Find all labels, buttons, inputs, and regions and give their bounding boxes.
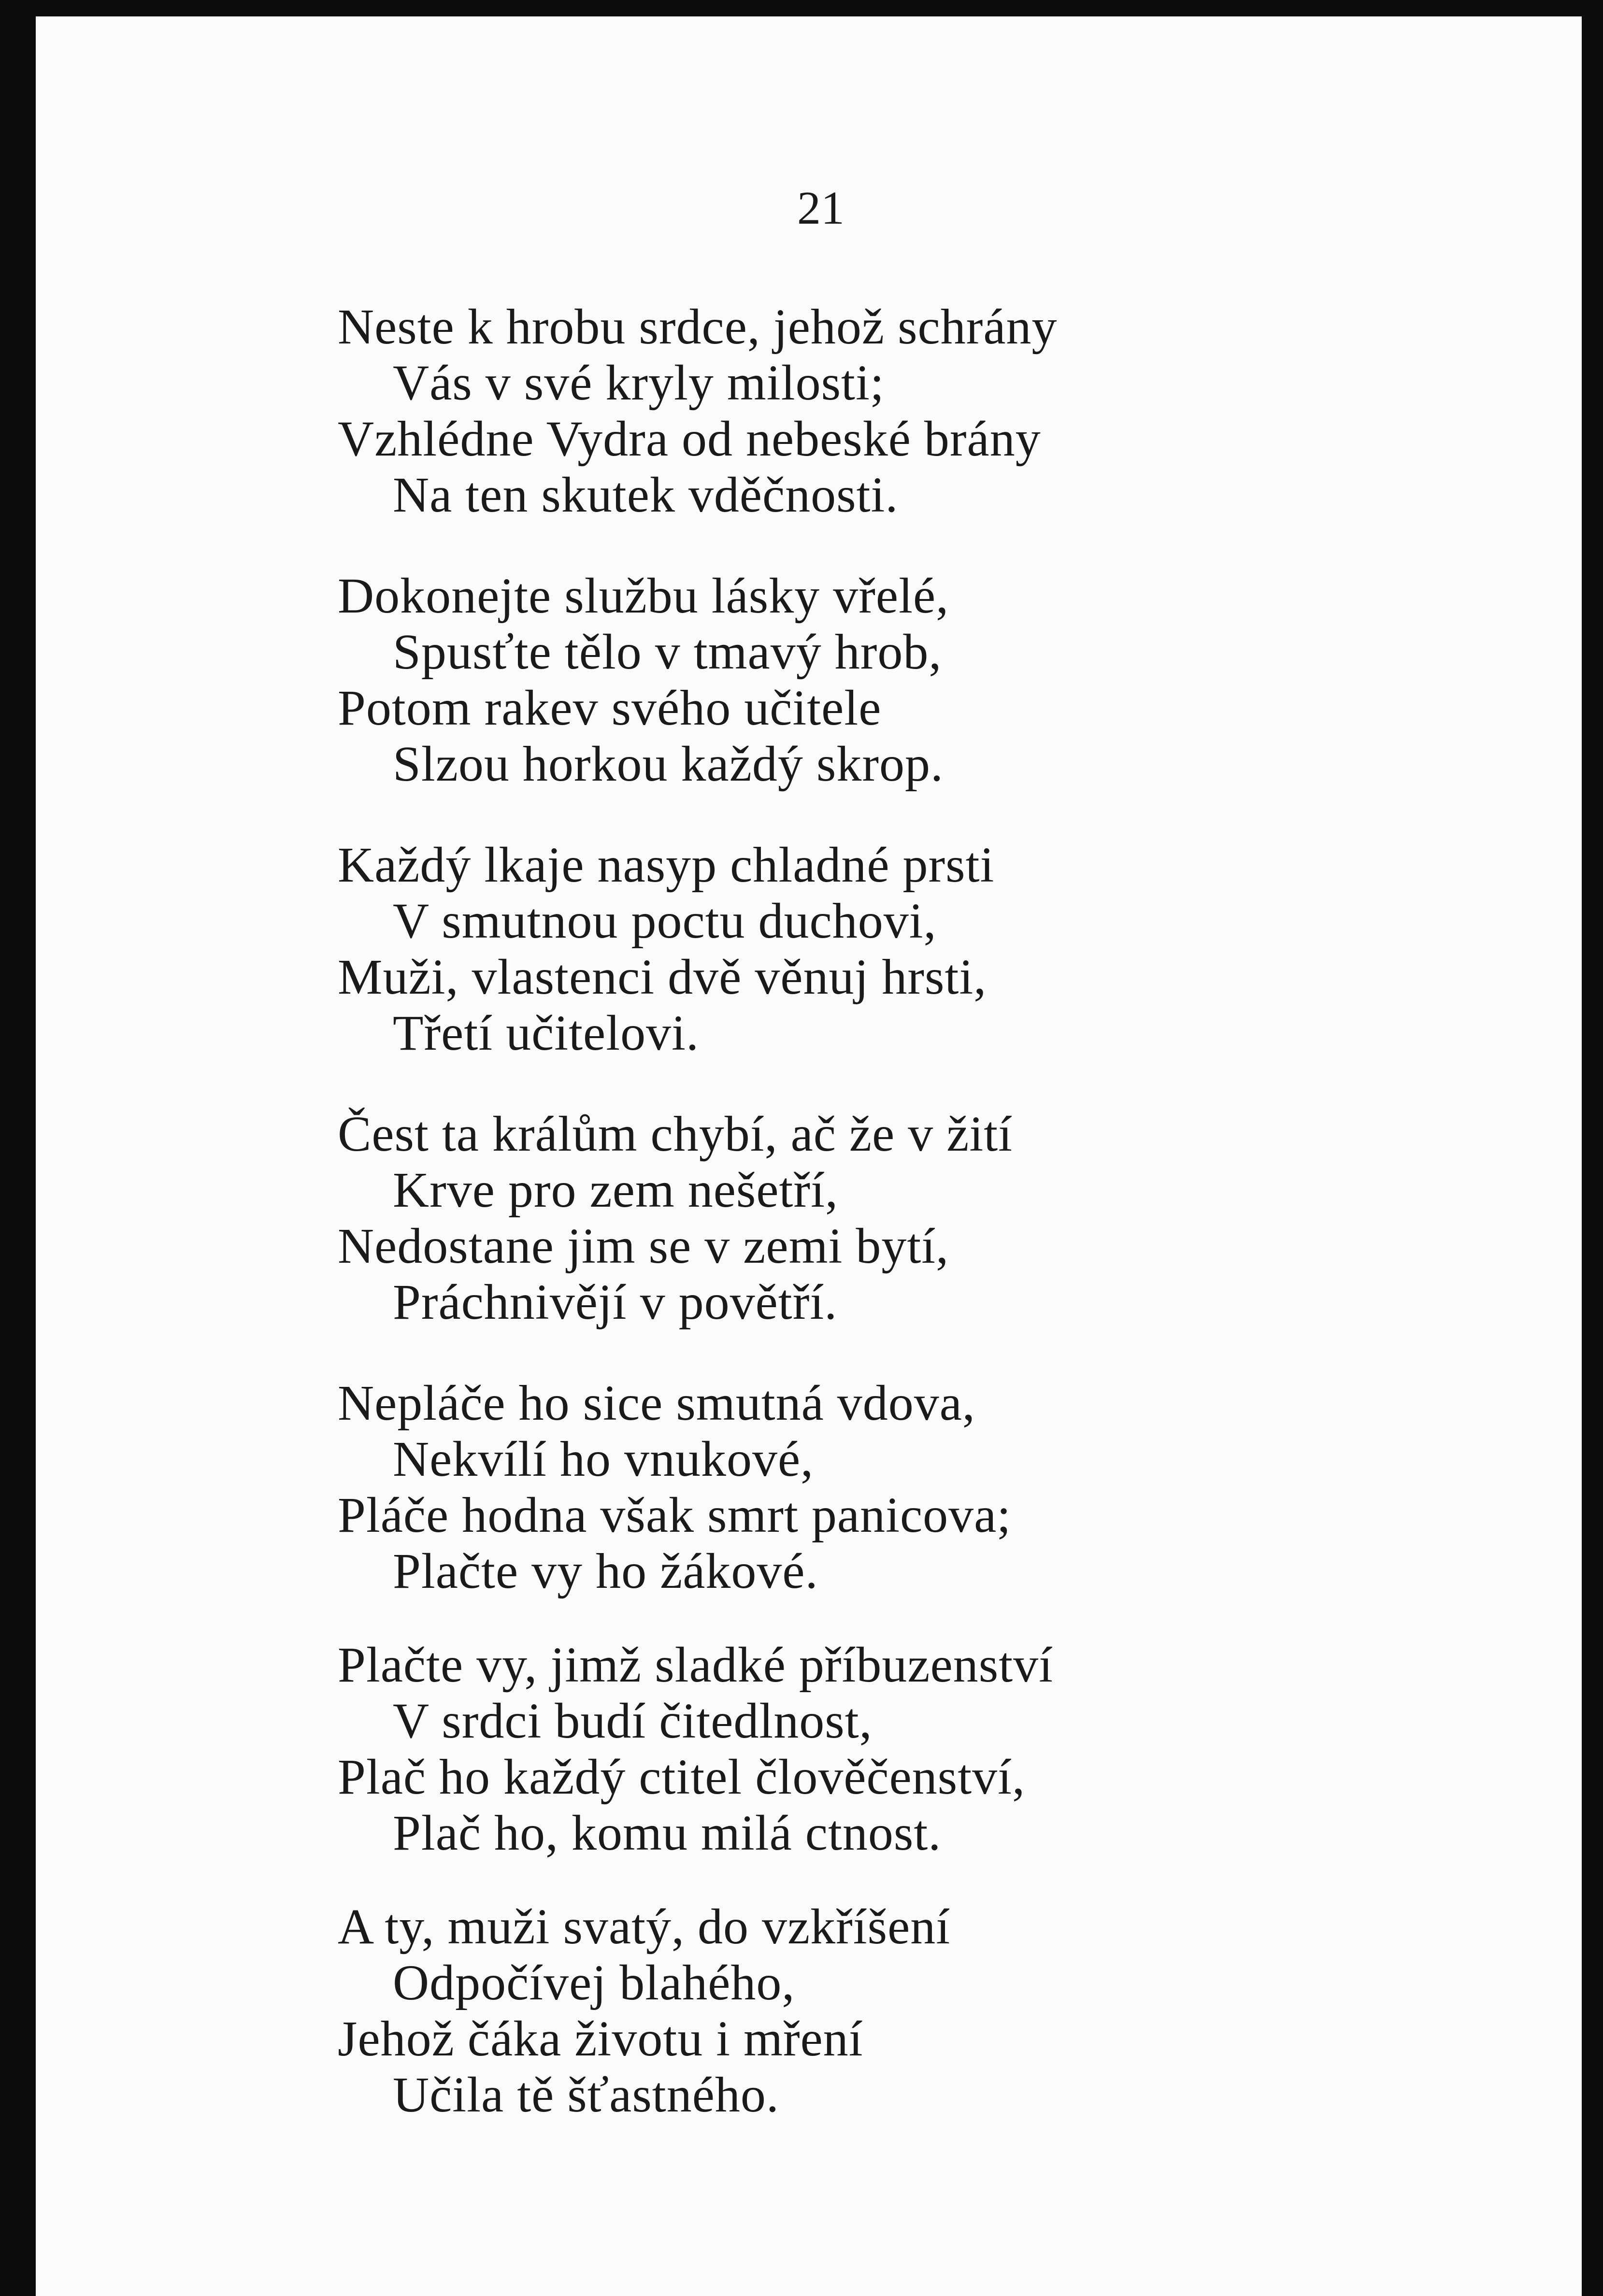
poem-line: Jehož čáka životu i mření — [338, 2011, 863, 2067]
poem-line: A ty, muži svatý, do vzkříšení — [338, 1899, 951, 1954]
poem-line: Plač ho každý ctitel člověčenství, — [338, 1749, 1026, 1805]
poem-line: Nepláče ho sice smutná vdova, — [338, 1375, 975, 1431]
stanza — [338, 837, 1058, 1061]
poem-line: Krve pro zem nešetří, — [393, 1162, 838, 1218]
poem-line: Práchnivějí v povětří. — [393, 1274, 838, 1330]
poem-line: Plačte vy ho žákové. — [393, 1543, 818, 1599]
stanza — [338, 568, 1058, 792]
stanza — [338, 1899, 1058, 2123]
poem-line: Nedostane jim se v zemi bytí, — [338, 1218, 949, 1274]
poem — [338, 299, 1058, 2168]
scan-border-right — [1582, 0, 1603, 2296]
poem-line: Spusťte tělo v tmavý hrob, — [393, 624, 942, 680]
scan-border-left — [0, 0, 36, 2296]
poem-line: Každý lkaje nasyp chladné prsti — [338, 837, 995, 893]
poem-line: Vás v své kryly milosti; — [393, 355, 885, 411]
poem-line: Čest ta králům chybí, ač že v žití — [338, 1106, 1013, 1162]
stanza — [338, 299, 1058, 523]
poem-line: Vzhlédne Vydra od nebeské brány — [338, 411, 1041, 467]
poem-line: Slzou horkou každý skrop. — [393, 736, 944, 792]
poem-line: Plačte vy, jimž sladké příbuzenství — [338, 1637, 1053, 1693]
book-page — [36, 16, 1582, 2296]
poem-line: Odpočívej blahého, — [393, 1955, 795, 2011]
poem-line: Plač ho, komu milá ctnost. — [393, 1805, 942, 1861]
stanza — [338, 1637, 1058, 1861]
poem-line: Potom rakev svého učitele — [338, 680, 882, 736]
poem-line: Na ten skutek vděčnosti. — [393, 467, 899, 523]
poem-line: Učila tě šťastného. — [393, 2067, 779, 2123]
scan-border-top — [29, 0, 1603, 16]
stanza — [338, 1106, 1058, 1330]
poem-line: Třetí učitelovi. — [393, 1005, 700, 1061]
poem-line: Neste k hrobu srdce, jehož schrány — [338, 299, 1058, 355]
poem-line: Nekvílí ho vnukové, — [393, 1431, 814, 1487]
poem-line: Muži, vlastenci dvě věnuj hrsti, — [338, 949, 987, 1005]
poem-line: Pláče hodna však smrt panicova; — [338, 1487, 1012, 1543]
page-number: 21 — [797, 182, 844, 234]
poem-line: Dokonejte službu lásky vřelé, — [338, 568, 949, 624]
poem-line: V srdci budí čitedlnost, — [393, 1693, 873, 1749]
stanza — [338, 1375, 1058, 1599]
poem-line: V smutnou poctu duchovi, — [393, 893, 937, 949]
